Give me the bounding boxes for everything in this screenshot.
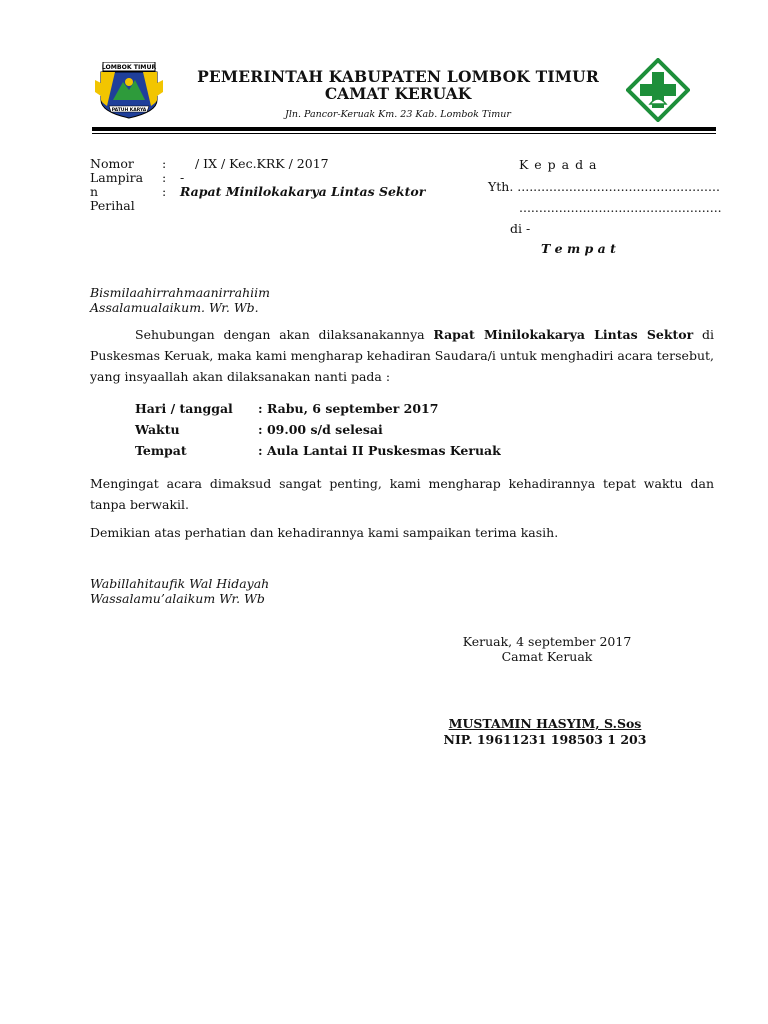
perihal-value: Rapat Minilokakarya Lintas Sektor <box>180 184 426 199</box>
detail-value-place: : Aula Lantai II Puskesmas Keruak <box>258 443 501 458</box>
letterhead-subtitle: CAMAT KERUAK <box>324 84 472 103</box>
crest-text-top: LOMBOK TIMUR <box>101 64 157 71</box>
paragraph-invitation-post: di Puskesmas Keruak, maka kami mengharap kehadiran Saudara/i untuk menghadiri acara tersebut, yang insyaallah akan dilaksanakan nanti pada : <box>90 327 714 384</box>
yth-line: Yth. ................................................... <box>488 179 720 194</box>
closing-wabillahi: Wabillahitaufik Wal Hidayah <box>90 576 270 591</box>
paragraph-thanks: Demikian atas perhatian dan kehadirannya kami sampaikan terima kasih. <box>90 525 559 540</box>
nomor-value: / IX / Kec.KRK / 2017 <box>195 156 329 171</box>
crest-text-bottom: PATUH KARYA <box>111 108 147 113</box>
kepada-label: K e p a d a <box>519 157 598 172</box>
detail-label-place: Tempat <box>135 443 187 458</box>
signature-position: Camat Keruak <box>501 649 593 664</box>
letterhead-address: Jln. Pancor-Keruak Km. 23 Kab. Lombok Timur <box>285 109 511 120</box>
lampiran-label-cont: n <box>90 184 99 199</box>
lombok-timur-crest-icon <box>95 62 163 120</box>
opening-bismillah: Bismilaahirrahmaanirrahiim <box>90 285 270 300</box>
lampiran-value: - <box>180 170 185 185</box>
paragraph-importance: Mengingat acara dimaksud sangat penting, kami mengharap kehadirannya tepat waktu dan tanpa berwakil. <box>90 476 714 512</box>
opening-salam: Assalamualaikum. Wr. Wb. <box>90 300 259 315</box>
signature-name: MUSTAMIN HASYIM, S.Sos <box>448 716 642 731</box>
lampiran-label: Lampira <box>90 170 144 185</box>
perihal-colon: : <box>162 184 167 199</box>
letterhead-rule-thick <box>92 127 716 131</box>
perihal-label: Perihal <box>90 198 135 213</box>
signature-place-date: Keruak, 4 september 2017 <box>462 634 632 649</box>
paragraph-invitation <box>90 324 714 387</box>
lampiran-colon: : <box>162 170 167 185</box>
detail-label-date: Hari / tanggal <box>135 401 233 416</box>
detail-value-time: : 09.00 s/d selesai <box>258 422 383 437</box>
letterhead-title: PEMERINTAH KABUPATEN LOMBOK TIMUR <box>197 67 599 86</box>
closing-salam: Wassalamu’alaikum Wr. Wb <box>90 591 265 606</box>
letterhead-rule-thin <box>92 133 716 134</box>
address-dots-line: ................................................... <box>519 200 722 215</box>
detail-value-date: : Rabu, 6 september 2017 <box>258 401 439 416</box>
paragraph-invitation-event: Rapat Minilokakarya Lintas Sektor <box>433 327 694 342</box>
event-details <box>0 401 768 461</box>
nomor-label: Nomor <box>90 156 134 171</box>
signature-nip: NIP. 19611231 198503 1 203 <box>443 732 647 747</box>
di-label: di - <box>510 221 531 236</box>
detail-label-time: Waktu <box>135 422 180 437</box>
tempat-label: T e m p a t <box>541 241 616 256</box>
nomor-colon: : <box>162 156 167 171</box>
paragraph-invitation-pre: Sehubungan dengan akan dilaksanakannya <box>135 327 434 342</box>
puskesmas-green-cross-icon <box>626 58 690 122</box>
